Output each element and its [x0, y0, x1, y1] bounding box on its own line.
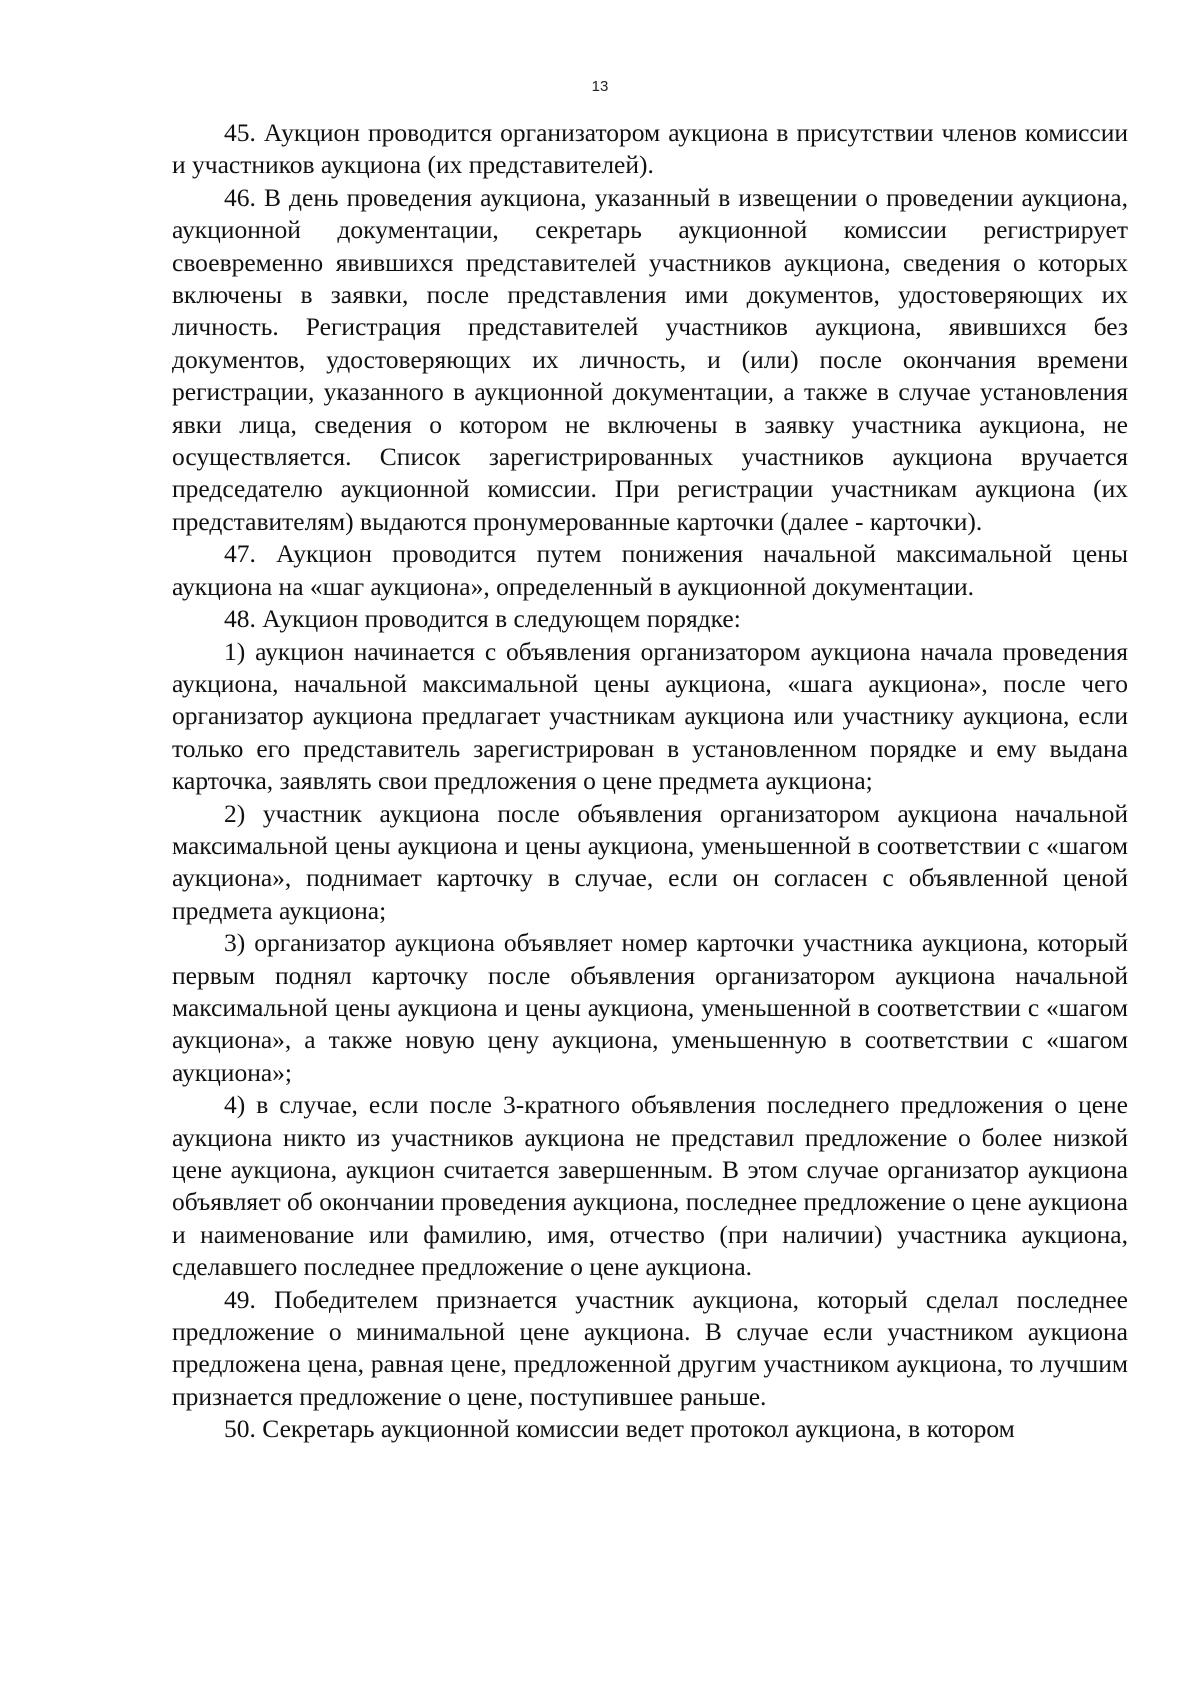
paragraph-45: 45. Аукцион проводится организатором аукциона в присутствии членов комиссии и участников аукциона (их представителей). [172, 118, 1128, 180]
paragraph-48-item-4: 4) в случае, если после 3-кратного объявления последнего предложения о цене аукциона никто из участников аукциона не представил предложение о более низкой цене аукциона, аукцион считается завершенным. В этом случае организатор аукциона объявляет об окончании проведения аукциона, последнее предложение о цене аукциона и наименование или фамилию, имя, отчество (при наличии) участника аукциона, сделавшего последнее предложение о цене аукциона. [172, 1090, 1128, 1282]
document-body [172, 117, 1128, 1446]
page-number: 13 [591, 78, 609, 95]
paragraph-48-item-1: 1) аукцион начинается с объявления организатором аукциона начала проведения аукциона, начальной максимальной цены аукциона, «шага аукциона», после чего организатор аукциона предлагает участникам аукциона или участнику аукциона, если только его представитель зарегистрирован в установленном порядке и ему выдана карточка, заявлять свои предложения о цене предмета аукциона; [172, 636, 1128, 796]
paragraph-48-item-3: 3) организатор аукциона объявляет номер карточки участника аукциона, который первым поднял карточку после объявления организатором аукциона начальной максимальной цены аукциона и цены аукциона, уменьшенной в соответствии с «шагом аукциона», а также новую цену аукциона, уменьшенную в соответствии с «шагом аукциона»; [172, 928, 1128, 1087]
paragraph-47: 47. Аукцион проводится путем понижения начальной максимальной цены аукциона на «шаг аукциона», определенный в аукционной документации. [172, 539, 1128, 601]
paragraph-49: 49. Победителем признается участник аукциона, который сделал последнее предложение о минимальной цене аукциона. В случае если участником аукциона предложена цена, равная цене, предложенной другим участником аукциона, то лучшим признается предложение о цене, поступившее раньше. [172, 1284, 1128, 1411]
paragraph-46: 46. В день проведения аукциона, указанный в извещении о проведении аукциона, аукционной документации, секретарь аукционной комиссии регистрирует своевременно явившихся представителей участников аукциона, сведения о которых включены в заявки, после представления ими документов, удостоверяющих их личность. Регистрация представителей участников аукциона, явившихся без документов, удостоверяющих их личность, и (или) после окончания времени регистрации, указанного в аукционной документации, а также в случае установления явки лица, сведения о котором не включены в заявку участника аукциона, не осуществляется. Список зарегистрированных участников аукциона вручается председателю аукционной комиссии. При регистрации участникам аукциона (их представителям) выдаются пронумерованные карточки (далее - карточки). [172, 182, 1128, 536]
paragraph-48: 48. Аукцион проводится в следующем порядке: [224, 604, 741, 634]
paragraph-50: 50. Секретарь аукционной комиссии ведет протокол аукциона, в котором [224, 1414, 1015, 1444]
paragraph-48-item-2: 2) участник аукциона после объявления организатором аукциона начальной максимальной цены аукциона и цены аукциона, уменьшенной в соответствии с «шагом аукциона», поднимает карточку в случае, если он согласен с объявленной ценой предмета аукциона; [172, 798, 1128, 925]
